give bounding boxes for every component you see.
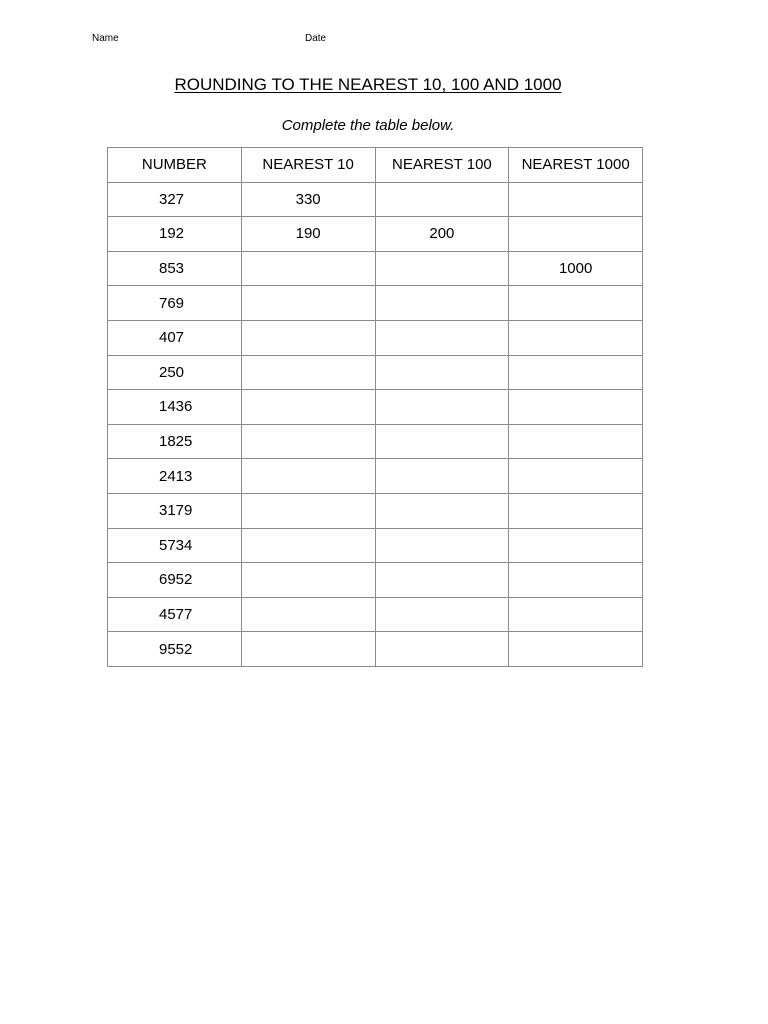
cell-nearest-100[interactable]	[375, 632, 509, 667]
cell-nearest-100[interactable]	[375, 459, 509, 494]
rounding-table	[107, 147, 643, 667]
cell-number: 1825	[108, 424, 242, 459]
cell-number: 6952	[108, 563, 242, 598]
cell-nearest-10[interactable]	[241, 528, 375, 563]
cell-number: 1436	[108, 390, 242, 425]
cell-number: 5734	[108, 528, 242, 563]
table-body	[108, 182, 643, 666]
table-row	[108, 182, 643, 217]
cell-nearest-10[interactable]	[241, 563, 375, 598]
cell-nearest-1000[interactable]	[509, 390, 643, 425]
cell-nearest-10[interactable]: 190	[241, 217, 375, 252]
cell-nearest-10[interactable]	[241, 597, 375, 632]
cell-nearest-1000[interactable]	[509, 632, 643, 667]
cell-number: 853	[108, 251, 242, 286]
cell-nearest-10[interactable]	[241, 286, 375, 321]
table-row	[108, 320, 643, 355]
cell-nearest-1000[interactable]	[509, 528, 643, 563]
cell-nearest-1000[interactable]: 1000	[509, 251, 643, 286]
table-row	[108, 217, 643, 252]
table-row	[108, 424, 643, 459]
cell-nearest-10[interactable]: 330	[241, 182, 375, 217]
table-row	[108, 251, 643, 286]
table-row	[108, 528, 643, 563]
cell-nearest-100[interactable]: 200	[375, 217, 509, 252]
cell-nearest-100[interactable]	[375, 390, 509, 425]
cell-nearest-10[interactable]	[241, 355, 375, 390]
cell-nearest-10[interactable]	[241, 251, 375, 286]
cell-number: 3179	[108, 493, 242, 528]
table-row	[108, 563, 643, 598]
cell-nearest-10[interactable]	[241, 320, 375, 355]
cell-nearest-100[interactable]	[375, 597, 509, 632]
table-row	[108, 286, 643, 321]
table-row	[108, 597, 643, 632]
cell-nearest-1000[interactable]	[509, 355, 643, 390]
date-label: Date	[305, 33, 327, 44]
cell-nearest-1000[interactable]	[509, 493, 643, 528]
table-header-row	[108, 148, 643, 183]
cell-number: 407	[108, 320, 242, 355]
cell-number: 192	[108, 217, 242, 252]
cell-nearest-1000[interactable]	[509, 320, 643, 355]
table-row	[108, 632, 643, 667]
cell-nearest-1000[interactable]	[509, 597, 643, 632]
table-row	[108, 355, 643, 390]
column-header-number: NUMBER	[108, 148, 242, 183]
cell-nearest-100[interactable]	[375, 424, 509, 459]
cell-nearest-1000[interactable]	[509, 459, 643, 494]
cell-number: 250	[108, 355, 242, 390]
cell-nearest-100[interactable]	[375, 563, 509, 598]
table-row	[108, 459, 643, 494]
name-label: Name	[92, 33, 119, 44]
cell-nearest-1000[interactable]	[509, 182, 643, 217]
cell-nearest-100[interactable]	[375, 251, 509, 286]
cell-nearest-10[interactable]	[241, 459, 375, 494]
cell-nearest-100[interactable]	[375, 182, 509, 217]
cell-nearest-100[interactable]	[375, 320, 509, 355]
column-header-nearest-1000: NEAREST 1000	[509, 148, 643, 183]
cell-number: 2413	[108, 459, 242, 494]
table-row	[108, 390, 643, 425]
cell-nearest-10[interactable]	[241, 424, 375, 459]
cell-nearest-10[interactable]	[241, 632, 375, 667]
cell-number: 4577	[108, 597, 242, 632]
cell-nearest-100[interactable]	[375, 355, 509, 390]
column-header-nearest-100: NEAREST 100	[375, 148, 509, 183]
cell-number: 769	[108, 286, 242, 321]
cell-nearest-10[interactable]	[241, 390, 375, 425]
worksheet-instruction: Complete the table below.	[281, 117, 455, 134]
cell-nearest-1000[interactable]	[509, 424, 643, 459]
cell-nearest-1000[interactable]	[509, 286, 643, 321]
cell-number: 327	[108, 182, 242, 217]
cell-nearest-100[interactable]	[375, 493, 509, 528]
column-header-nearest-10: NEAREST 10	[241, 148, 375, 183]
cell-nearest-1000[interactable]	[509, 563, 643, 598]
cell-nearest-100[interactable]	[375, 528, 509, 563]
cell-nearest-1000[interactable]	[509, 217, 643, 252]
cell-nearest-10[interactable]	[241, 493, 375, 528]
cell-nearest-100[interactable]	[375, 286, 509, 321]
table-header	[108, 148, 643, 183]
worksheet-title: ROUNDING TO THE NEAREST 10, 100 AND 1000	[174, 75, 562, 94]
table-row	[108, 493, 643, 528]
cell-number: 9552	[108, 632, 242, 667]
